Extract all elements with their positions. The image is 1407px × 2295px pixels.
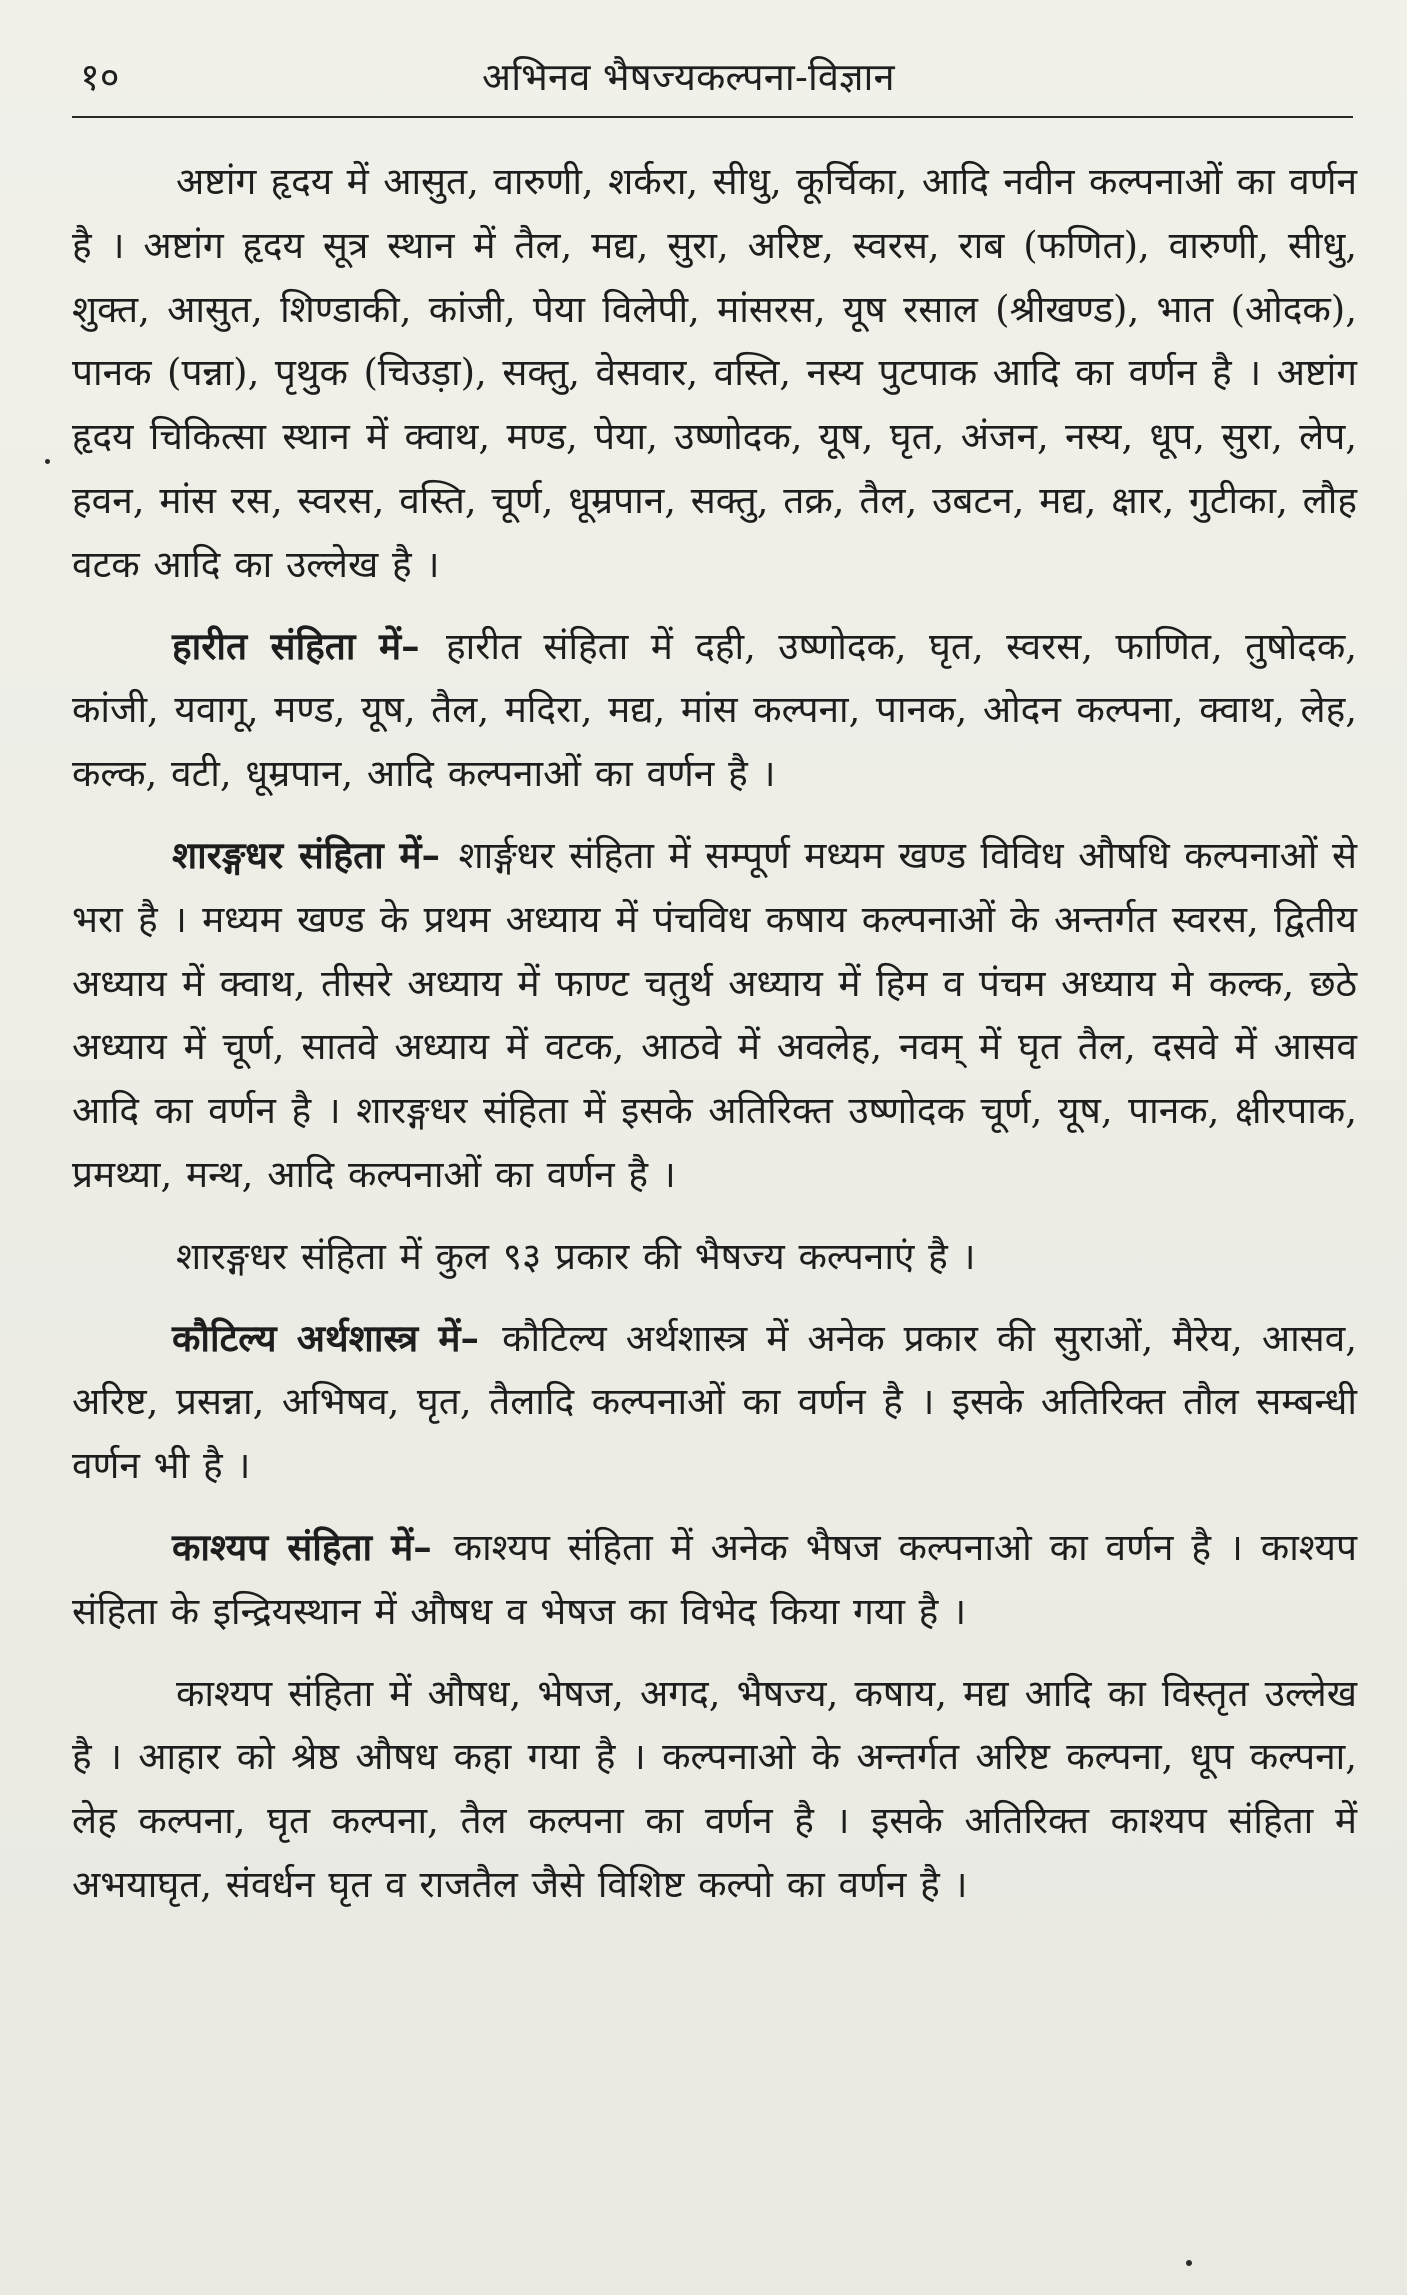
paragraph-text: शार्ङ्गधर संहिता में सम्पूर्ण मध्यम खण्ड विविध औषधि कल्पनाओं से भरा है । मध्यम खण्ड के प्रथम अध्याय में पंचविध कषाय कल्पनाओं के अन्तर्गत स्वरस, द्वितीय अध्याय में क्वाथ, तीसरे अध्याय में फाण्ट चतुर्थ अध्याय में हिम व पंचम अध्याय मे कल्क, छठे अध्याय में चूर्ण, सातवे अध्याय में वटक, आठवे में अवलेह, नवम् में घृत तैल, दसवे में आसव आदि का वर्णन है । शारङ्गधर संहिता में इसके अतिरिक्त उष्णोदक चूर्ण, यूष, पानक, क्षीरपाक, प्रमथ्या, मन्थ, आदि कल्पनाओं का वर्णन है । (72, 833, 1357, 1196)
section-heading: शारङ्गधर संहिता में– (172, 832, 440, 877)
paragraph (72, 824, 1357, 1207)
scan-speck (45, 459, 50, 464)
paragraph-text: कौटिल्य अर्थशास्त्र में अनेक प्रकार की सुराओं, मैरेय, आसव, अरिष्ट, प्रसन्ना, अभिषव, घृत, तैलादि कल्पनाओं का वर्णन है । इसके अतिरिक्त तौल सम्बन्धी वर्णन भी है । (72, 1316, 1357, 1488)
paragraph (72, 1662, 1357, 1917)
page-header (72, 50, 1352, 116)
section-heading: हारीत संहिता में– (172, 623, 420, 668)
scan-speck (1186, 2260, 1192, 2266)
paragraph-text: अष्टांग हृदय में आसुत, वारुणी, शर्करा, सीधु, कूर्चिका, आदि नवीन कल्पनाओं का वर्णन है । अष्टांग हृदय सूत्र स्थान में तैल, मद्य, सुरा, अरिष्ट, स्वरस, राब (फणित), वारुणी, सीधु, शुक्त, आसुत, शिण्डाकी, कांजी, पेया विलेपी, मांसरस, यूष रसाल (श्रीखण्ड), भात (ओदक), पानक (पन्ना), पृथुक (चिउड़ा), सक्तु, वेसवार, वस्ति, नस्य पुटपाक आदि का वर्णन है । अष्टांग हृदय चिकित्सा स्थान में क्वाथ, मण्ड, पेया, उष्णोदक, यूष, घृत, अंजन, नस्य, धूप, सुरा, लेप, हवन, मांस रस, स्वरस, वस्ति, चूर्ण, धूम्रपान, सक्तु, तक्र, तैल, उबटन, मद्य, क्षार, गुटीका, लौह वटक आदि का उल्लेख है । (72, 160, 1357, 586)
page-number: १० (80, 55, 120, 99)
paragraph (72, 150, 1357, 597)
section-heading: कौटिल्य अर्थशास्त्र में– (172, 1315, 480, 1360)
paragraph-text: काश्यप संहिता में अनेक भैषज कल्पनाओ का वर्णन है । काश्यप संहिता के इन्द्रियस्थान में औषध व भेषज का विभेद किया गया है । (72, 1525, 1357, 1633)
paragraph-text: हारीत संहिता में दही, उष्णोदक, घृत, स्वरस, फाणित, तुषोदक, कांजी, यवागू, मण्ड, यूष, तैल, मदिरा, मद्य, मांस कल्पना, पानक, ओदन कल्पना, क्वाथ, लेह, कल्क, वटी, धूम्रपान, आदि कल्पनाओं का वर्णन है । (72, 624, 1357, 796)
paragraph (72, 1307, 1357, 1498)
section-heading: काश्यप संहिता में– (172, 1524, 432, 1569)
running-title: अभिनव भैषज्यकल्पना-विज्ञान (482, 55, 895, 99)
paragraph (72, 615, 1357, 806)
paragraph-text: शारङ्गधर संहिता में कुल ९३ प्रकार की भैषज्य कल्पनाएं है । (176, 1234, 976, 1278)
header-rule (72, 116, 1353, 118)
paragraph (72, 1225, 1357, 1289)
paragraph (72, 1516, 1357, 1644)
paragraph-text: काश्यप संहिता में औषध, भेषज, अगद, भैषज्य, कषाय, मद्य आदि का विस्तृत उल्लेख है । आहार को श्रेष्ठ औषध कहा गया है । कल्पनाओ के अन्तर्गत अरिष्ट कल्पना, धूप कल्पना, लेह कल्पना, घृत कल्पना, तैल कल्पना का वर्णन है । इसके अतिरिक्त काश्यप संहिता में अभयाघृत, संवर्धन घृत व राजतैल जैसे विशिष्ट कल्पो का वर्णन है । (72, 1671, 1357, 1906)
page-body (72, 150, 1357, 1935)
